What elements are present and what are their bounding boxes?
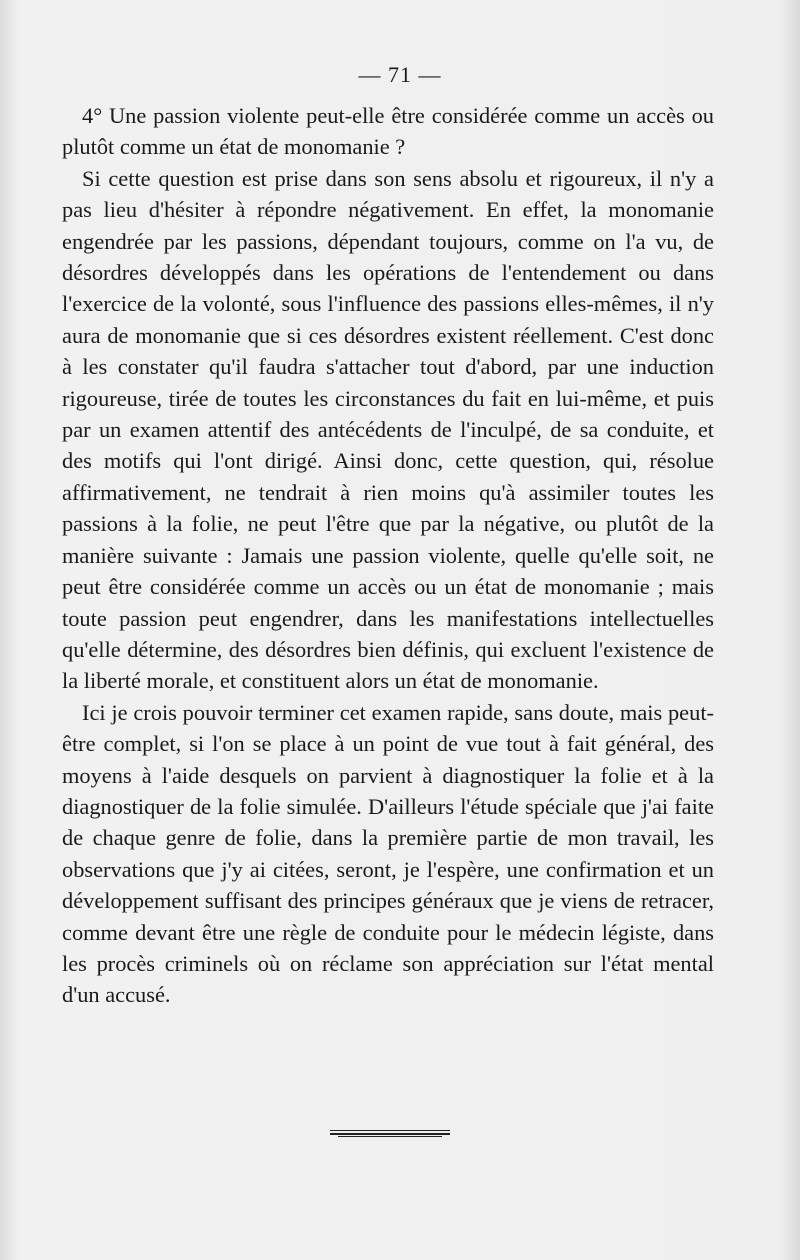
rule-line bbox=[330, 1130, 450, 1131]
rule-line bbox=[330, 1133, 450, 1135]
body-text bbox=[62, 100, 714, 1011]
end-ornament-rule bbox=[330, 1130, 450, 1136]
paragraph-question: 4° Une passion violente peut-elle être considérée comme un accès ou plutôt comme un état de monomanie ? bbox=[62, 103, 714, 160]
paragraph-answer: Si cette question est prise dans son sens absolu et rigoureux, il n'y a pas lieu d'hésiter à répondre négativement. En effet, la monomanie engendrée par les passions, dépendant toujours, comme on l'a vu, de désordres développés dans les opérations de l'entendement ou dans l'exercice de la volonté, sous l'influence des passions elles-mêmes, il n'y aura de monomanie que si ces désordres existent réellement. C'est donc à les constater qu'il faudra s'attacher tout d'abord, par une induction rigoureuse, tirée de toutes les circonstances du fait en lui-même, et puis par un examen attentif des antécédents de l'inculpé, de sa conduite, et des motifs qui l'ont dirigé. Ainsi donc, cette question, qui, résolue affirmativement, ne tendrait à rien moins qu'à assimiler toutes les passions à la folie, ne peut l'être que par la négative, ou plutôt de la manière suivante : Jamais une passion violente, quelle qu'elle soit, ne peut être considérée comme un accès ou un état de monomanie ; mais toute passion peut engendrer, dans les manifestations intellectuelles qu'elle détermine, des désordres bien définis, qui excluent l'existence de la liberté morale, et constituent alors un état de monomanie. bbox=[62, 165, 714, 694]
page-number: — 71 — bbox=[358, 62, 442, 87]
rule-line bbox=[338, 1136, 442, 1137]
paragraph-conclusion: Ici je crois pouvoir terminer cet examen rapide, sans doute, mais peut-être complet, si l'on se place à un point de vue tout à fait général, des moyens à l'aide desquels on parvient à diagnostiquer la folie et à la diagnostiquer de la folie simulée. D'ailleurs l'étude spéciale que j'ai faite de chaque genre de folie, dans la première partie de mon travail, les observations que j'y ai citées, seront, je l'espère, une confirmation et un développement suffisant des principes généraux que je viens de retracer, comme devant être une règle de conduite pour le médecin légiste, dans les procès criminels où on réclame son appréciation sur l'état mental d'un accusé. bbox=[62, 699, 714, 1008]
